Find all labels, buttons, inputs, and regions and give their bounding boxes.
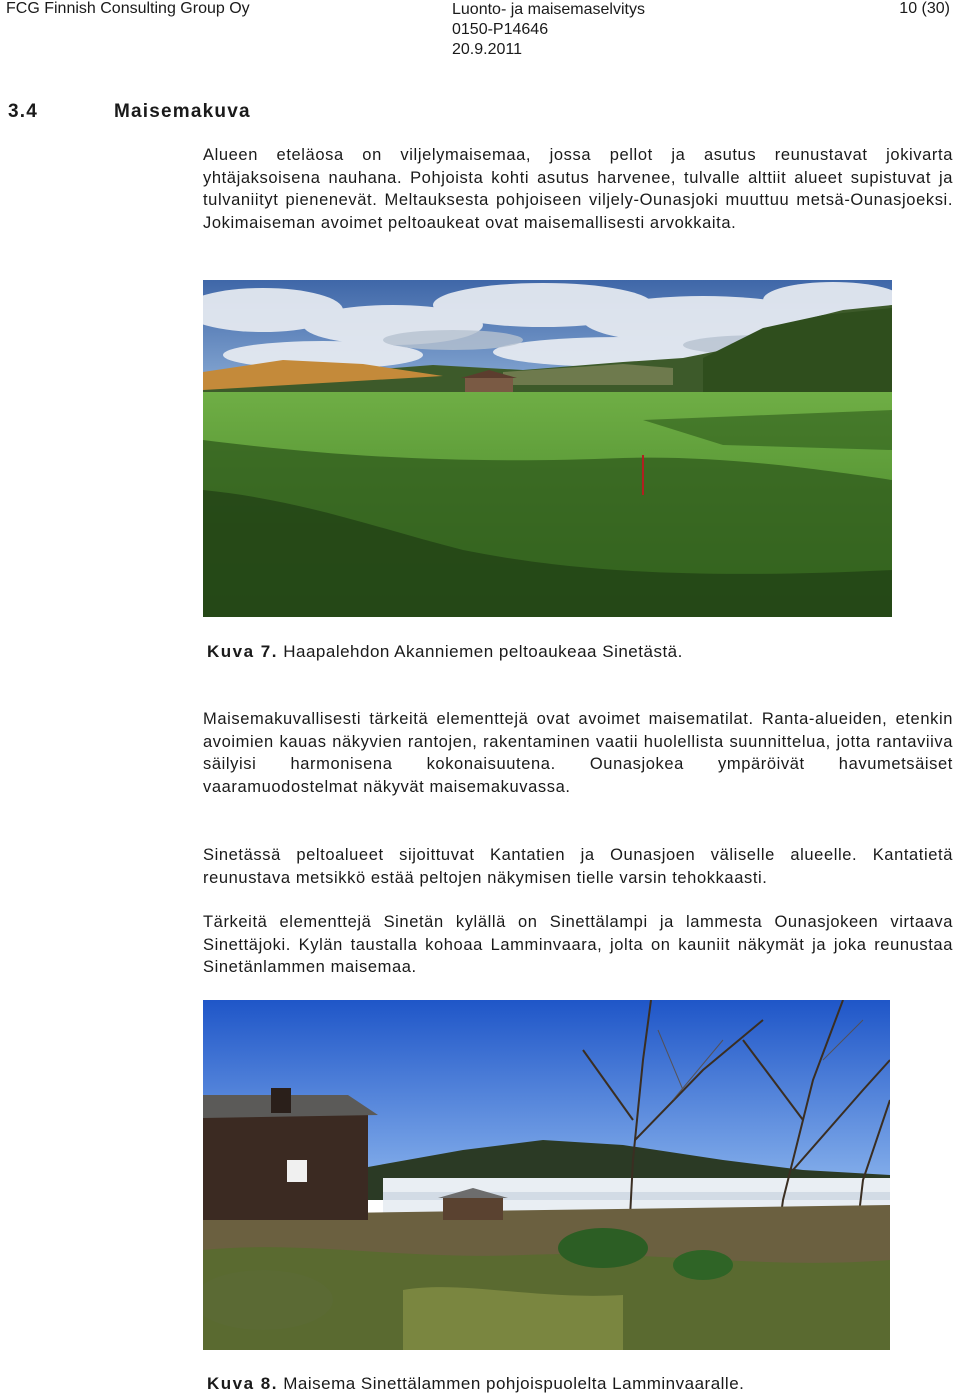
page-number: 10 (30)	[899, 0, 950, 17]
paragraph-fields: Sinetässä peltoalueet sijoittuvat Kantatien ja Ounasjoen väliselle alueelle. Kantatietä reunustava metsikkö estää peltojen näkymisen tielle varsin tehokkaasti.	[203, 846, 953, 887]
section-heading	[8, 101, 251, 123]
page-header	[0, 0, 960, 62]
lake-landscape-photo	[203, 1000, 890, 1350]
section-number: 3.4	[8, 101, 39, 122]
report-title: Luonto- ja maisemaselvitys	[452, 1, 645, 18]
report-info	[452, 0, 645, 60]
figure-caption-text-8: Maisema Sinettälammen pohjoispuolelta Lamminvaaralle.	[283, 1374, 745, 1393]
company-name: FCG Finnish Consulting Group Oy	[6, 0, 250, 17]
report-code: 0150-P14646	[452, 21, 549, 38]
figure-caption-7	[207, 642, 683, 662]
figure-label-8: Kuva 8.	[207, 1374, 278, 1393]
field-landscape-photo	[203, 280, 892, 617]
paragraph-intro: Alueen eteläosa on viljelymaisemaa, jossa pellot ja asutus reunustavat jokivarta yhtäjaksoisena nauhana. Pohjoista kohti asutus harvenee, tulvalle alttiit alueet supistuvat ja tulvaniityt pienenevät. Meltauksesta pohjoiseen viljely-Ounasjoki muuttuu metsä-Ounasjoeksi. Jokimaiseman avoimet peltoaukeat ovat maisemallisesti arvokkaita.	[203, 146, 953, 232]
figure-label-7: Kuva 7.	[207, 642, 278, 661]
report-date: 20.9.2011	[452, 41, 522, 58]
figure-caption-text-7: Haapalehdon Akanniemen peltoaukeaa Sinetästä.	[283, 642, 683, 661]
paragraph-sinetta: Tärkeitä elementtejä Sinetän kylällä on Sinettälampi ja lammesta Ounasjokeen virtaava Sinettäjoki. Kylän taustalla kohoaa Lamminvaara, jolta on kauniit näkymät ja joka reunustaa Sinetänlammen maisemaa.	[203, 913, 953, 976]
paragraph-landscape-elements: Maisemakuvallisesti tärkeitä elementtejä ovat avoimet maisematilat. Ranta-alueiden, etenkin avoimien kauas näkyvien rantojen, rakentaminen vaatii huolellista suunnittelua, jotta rantaviiva säilyisi harmonisena kokonaisuutena. Ounasjokea ympäröivät havumetsäiset vaaramuodostelmat näkyvät maisemakuvassa.	[203, 710, 953, 796]
figure-caption-8	[207, 1374, 744, 1394]
section-title: Maisemakuva	[114, 101, 251, 122]
